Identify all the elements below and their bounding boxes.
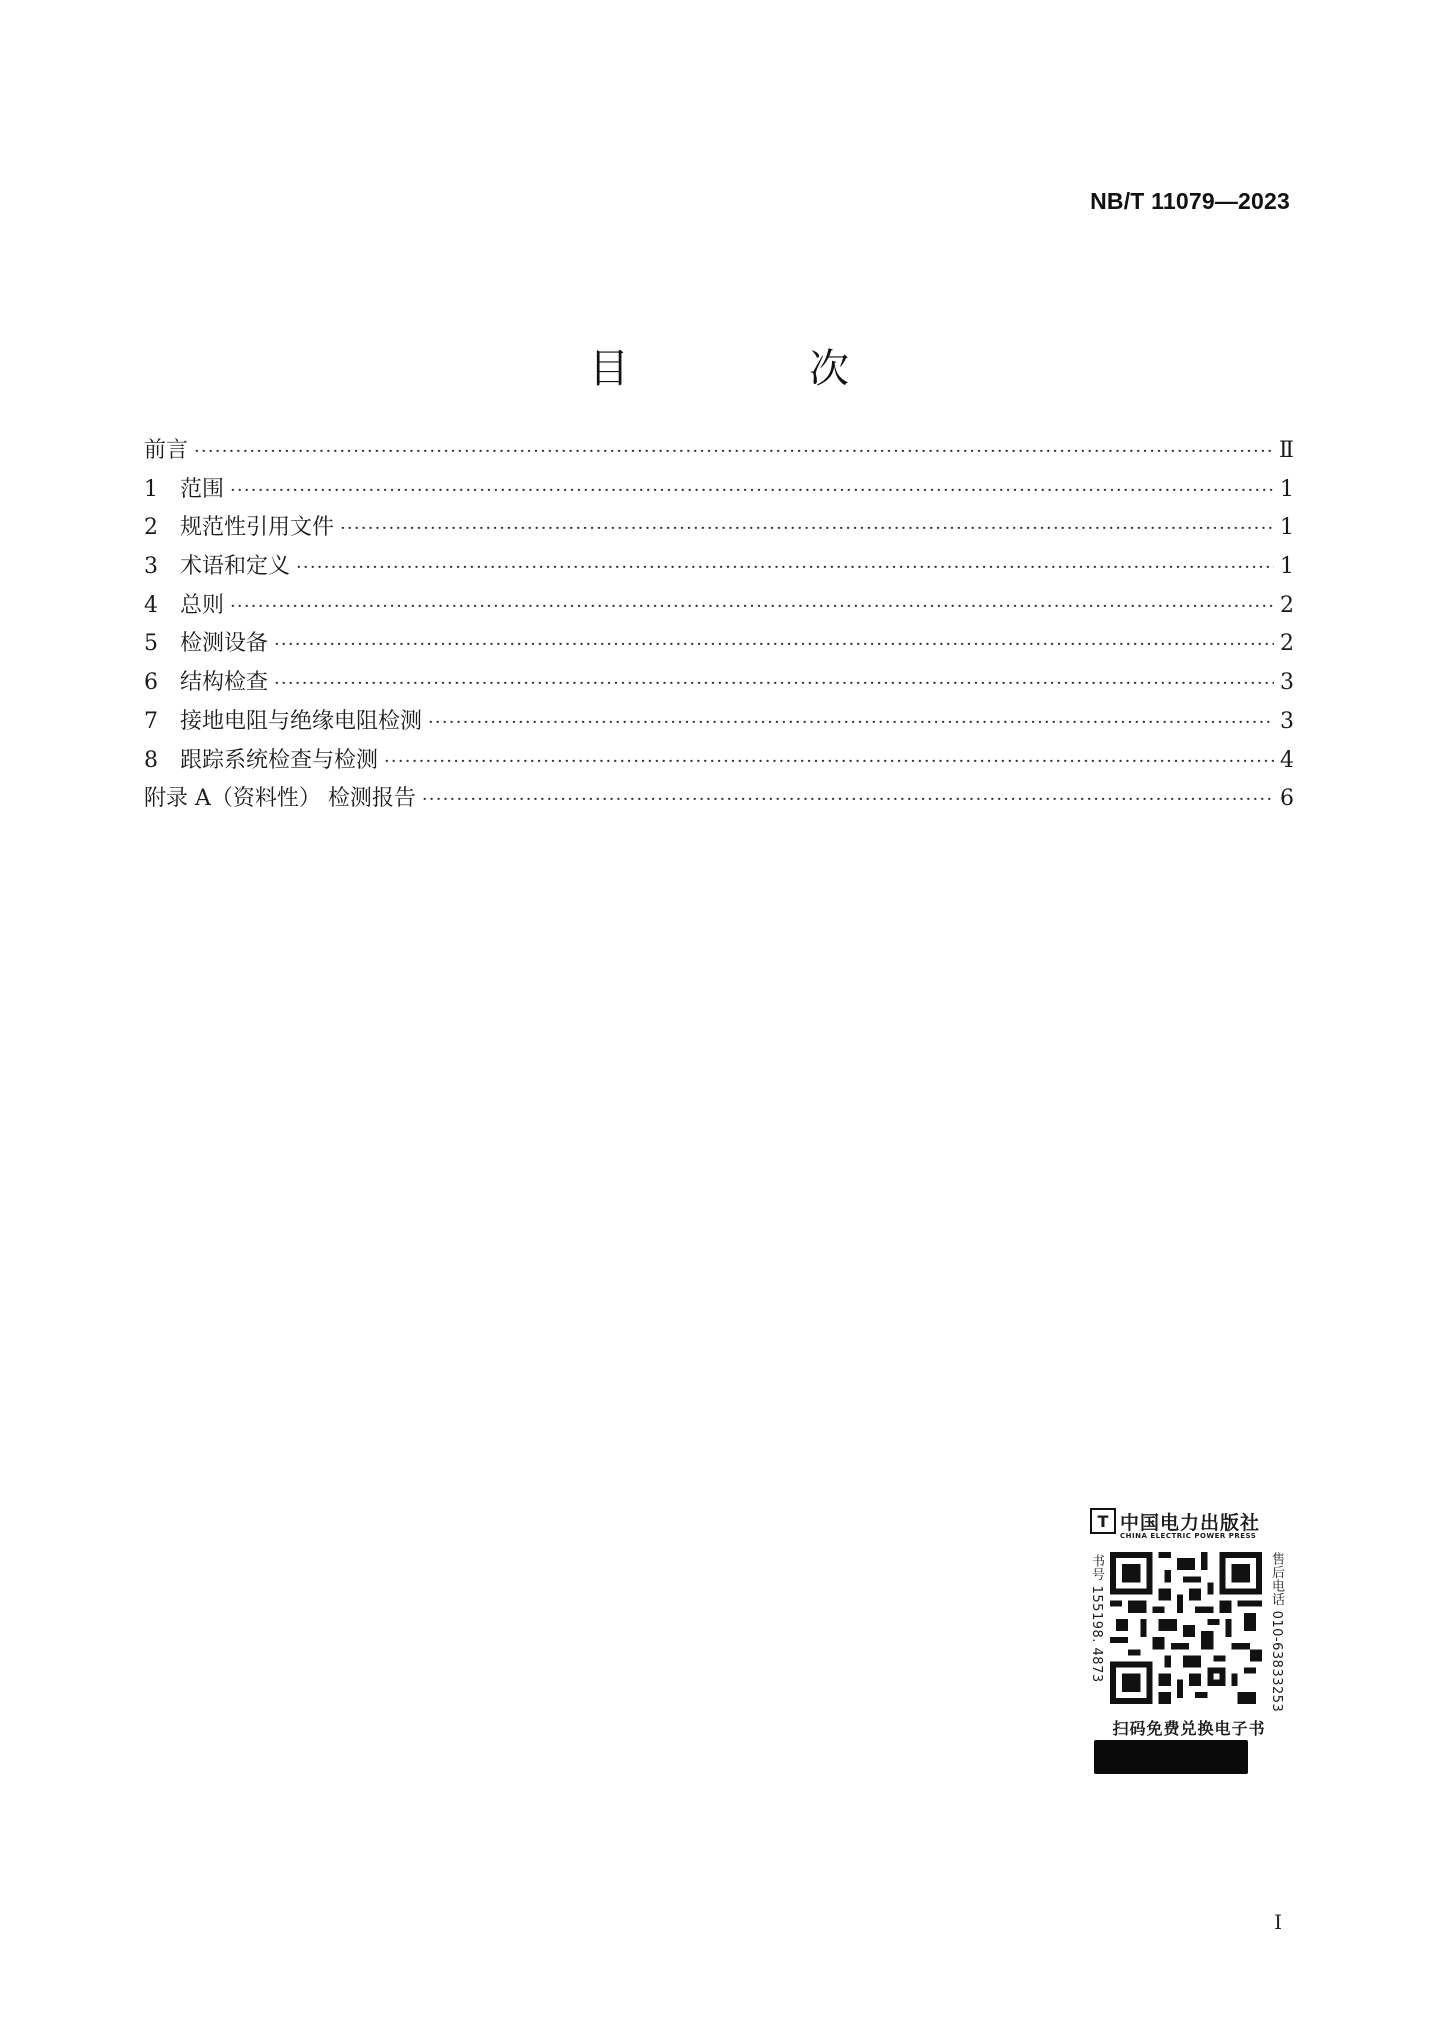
toc-leader [274, 626, 1274, 665]
redacted-code-sticker [1094, 1740, 1248, 1774]
toc-entry-page: 4 [1280, 747, 1294, 773]
table-of-contents [144, 432, 1294, 819]
toc-entry-page: 3 [1280, 708, 1294, 734]
publisher-name-cn: 中国电力出版社 [1120, 1511, 1261, 1534]
toc-entry-6[interactable] [144, 664, 1294, 703]
toc-entry-2[interactable] [144, 509, 1294, 548]
toc-leader [422, 781, 1274, 820]
toc-entry-number: 7 [144, 708, 158, 734]
toc-leader [296, 549, 1274, 588]
toc-entry-number: 4 [144, 592, 158, 618]
toc-entry-1[interactable] [144, 471, 1294, 510]
toc-leader [194, 433, 1273, 472]
toc-entry-label: 附录 A（资料性） 检测报告 [144, 786, 416, 812]
toc-entry-4[interactable] [144, 587, 1294, 626]
toc-entry-7[interactable] [144, 703, 1294, 742]
toc-leader [274, 665, 1274, 704]
toc-leader [428, 704, 1274, 743]
service-phone: 售后电话 010-63833253 [1269, 1552, 1284, 1713]
toc-entry-appendix-a[interactable] [144, 780, 1294, 819]
toc-leader [230, 588, 1274, 627]
publisher-logo-icon: T [1090, 1508, 1116, 1534]
toc-entry-label: 接地电阻与绝缘电阻检测 [180, 708, 423, 734]
toc-entry-page: 6 [1280, 786, 1294, 812]
toc-entry-label: 术语和定义 [180, 554, 291, 580]
toc-entry-page: Ⅱ [1279, 438, 1294, 463]
publisher-stamp [1086, 1494, 1290, 1784]
toc-entry-label: 检测设备 [180, 631, 269, 657]
toc-entry-page: 3 [1280, 670, 1294, 696]
toc-entry-number: 2 [144, 515, 158, 541]
scan-instruction: 扫码免费兑换电子书 [1112, 1719, 1266, 1738]
publisher-name-en: CHINA ELECTRIC POWER PRESS [1120, 1532, 1257, 1540]
qr-code-icon[interactable] [1110, 1552, 1262, 1704]
toc-entry-page: 1 [1280, 554, 1294, 580]
toc-entry-label: 结构检查 [180, 670, 269, 696]
toc-entry-number: 3 [144, 554, 158, 580]
toc-entry-number: 1 [144, 476, 158, 502]
toc-entry-label: 跟踪系统检查与检测 [180, 747, 379, 773]
toc-leader [340, 510, 1274, 549]
page-number: I [1274, 1910, 1282, 1934]
toc-entry-foreword[interactable] [144, 432, 1294, 471]
toc-leader [384, 743, 1274, 782]
toc-entry-number: 8 [144, 747, 158, 773]
toc-entry-8[interactable] [144, 742, 1294, 781]
toc-entry-3[interactable] [144, 548, 1294, 587]
toc-entry-label: 总则 [180, 592, 225, 618]
toc-entry-5[interactable] [144, 625, 1294, 664]
toc-entry-page: 2 [1280, 592, 1294, 618]
toc-entry-page: 1 [1280, 515, 1294, 541]
toc-entry-label: 规范性引用文件 [180, 515, 335, 541]
toc-entry-label: 前言 [144, 438, 189, 463]
toc-entry-number: 5 [144, 631, 158, 657]
toc-leader [230, 472, 1274, 511]
toc-entry-page: 2 [1280, 631, 1294, 657]
book-number: 书号 155198. 4873 [1089, 1554, 1104, 1683]
standard-code: NB/T 11079—2023 [1090, 188, 1290, 214]
toc-entry-number: 6 [144, 670, 158, 696]
toc-title: 目 次 [589, 345, 919, 392]
toc-entry-page: 1 [1280, 476, 1294, 502]
toc-entry-label: 范围 [180, 476, 225, 502]
